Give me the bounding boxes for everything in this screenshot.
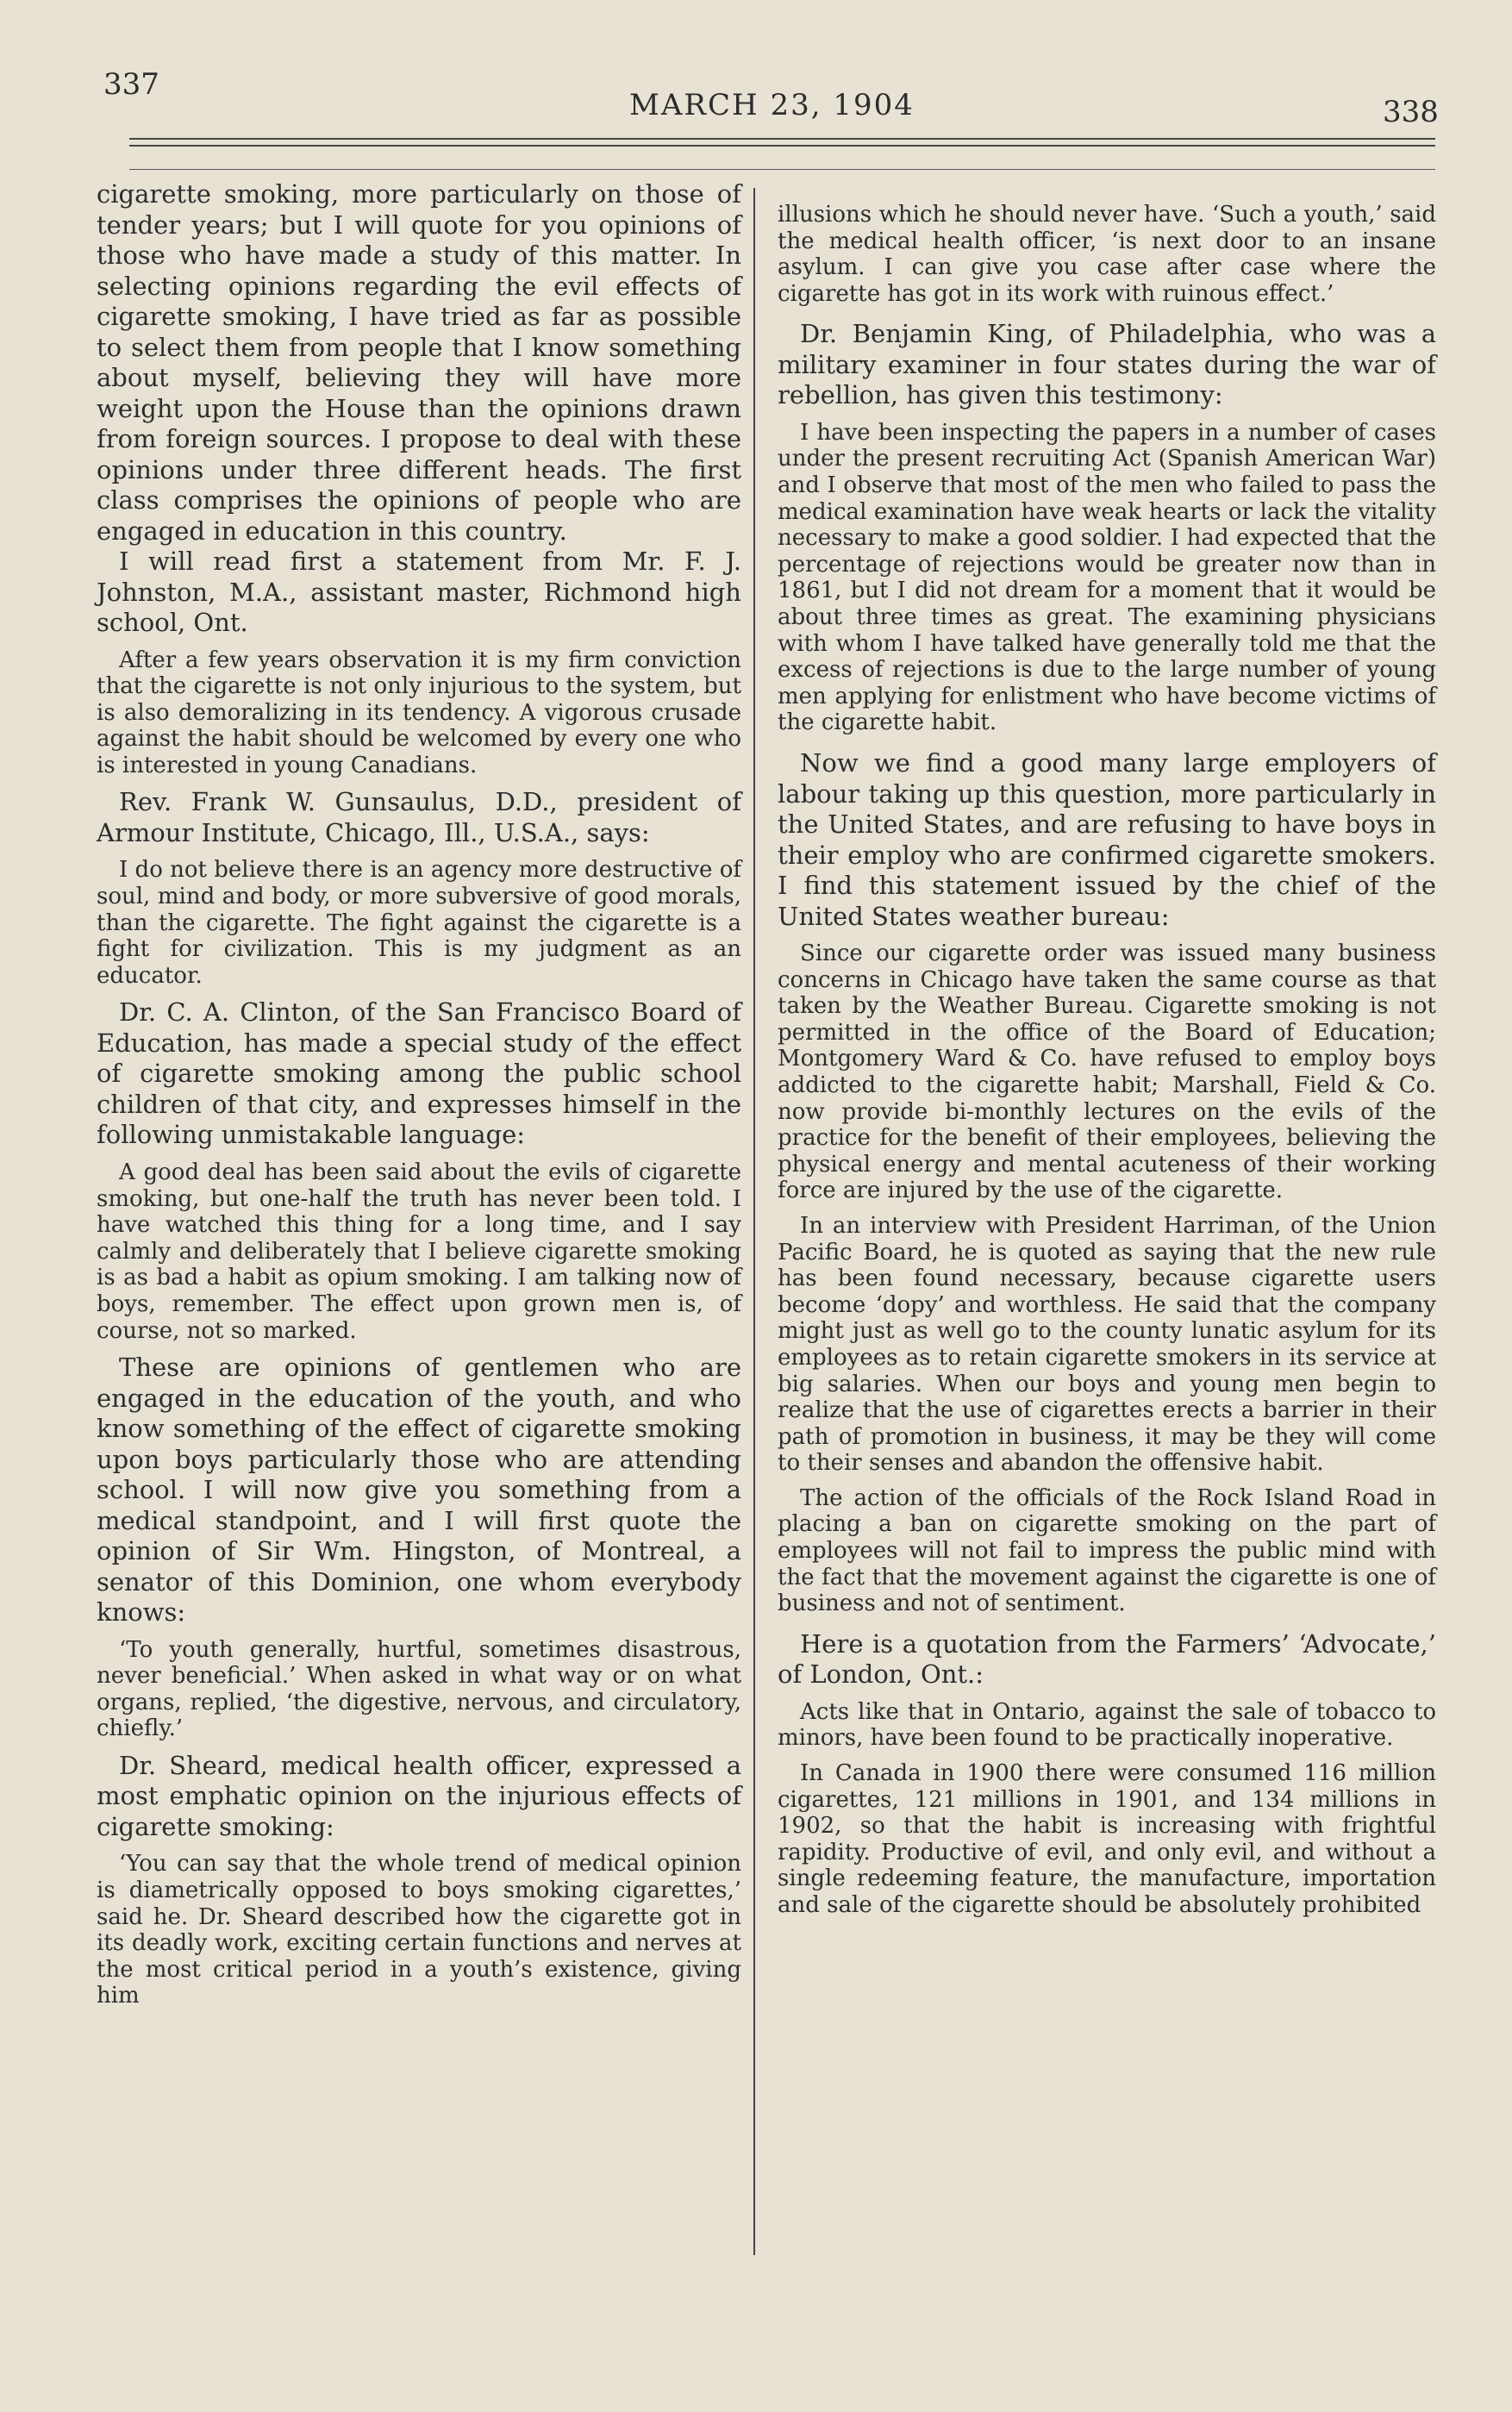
header-rule: [129, 145, 1435, 147]
quotation: A good deal has been said about the evils of cigarette smoking, but one-half the truth has never been told. I have watched this thing for a long time, and I say calmly and deliberately that I believe cigarette smoking is as bad a habit as opium smoking. I am talking now of boys, remember. The effect upon grown men is, of course, not so marked.: [97, 1159, 741, 1344]
paragraph: I will read first a statement from Mr. F. J. Johnston, M.A., assistant master, Richmond high school, Ont.: [97, 547, 741, 637]
left-column: [97, 179, 741, 2018]
quotation: In Canada in 1900 there were consumed 116 million cigarettes, 121 millions in 1901, and 134 millions in 1902, so that the habit is increasing with frightful rapidity. Productive of evil, and only evil, and without a single redeeming feature, the manufacture, importation and sale of the cigarette should be absolutely prohibited: [778, 1760, 1436, 1918]
quotation: ‘To youth generally, hurtful, sometimes disastrous, never beneficial.’ When asked in what way or on what organs, replied, ‘the digestive, nervous, and circulatory, chiefly.’: [97, 1636, 741, 1742]
paragraph: Dr. Sheard, medical health officer, expressed a most emphatic opinion on the injurious effects of cigarette smoking:: [97, 1750, 741, 1841]
paragraph: cigarette smoking, more particularly on those of tender years; but I will quote for you opinions of those who have made a study of this matter. In selecting opinions regarding the evil effects of cigarette smoking, I have tried as far as possible to select them from people that I know something about myself, believing they will have more weight upon the House than the opinions drawn from foreign sources. I propose to deal with these opinions under three different heads. The first class comprises the opinions of people who are engaged in education in this country.: [97, 179, 741, 546]
quotation: I do not believe there is an agency more destructive of soul, mind and body, or more subversive of good morals, than the cigarette. The fight against the cigarette is a fight for civilization. This is my judgment as an educator.: [97, 857, 741, 989]
quotation: Since our cigarette order was issued many business concerns in Chicago have taken the same course as that taken by the Weather Bureau. Cigarette smoking is not permitted in the office of the Board of Education; Montgomery Ward & Co. have refused to employ boys addicted to the cigarette habit; Marshall, Field & Co. now provide bi-monthly lectures on the evils of the practice for the benefit of their employees, believing the physical energy and mental acuteness of their working force are injured by the use of the cigarette.: [778, 940, 1436, 1204]
quotation: I have been inspecting the papers in a number of cases under the present recruiting Act (Spanish American War) and I observe that most of the men who failed to pass the medical examination have weak hearts or lack the vitality necessary to make a good soldier. I had expected that the percentage of rejections would be greater now than in 1861, but I did not dream for a moment that it would be about three times as great. The examining physicians with whom I have talked have generally told me that the excess of rejections is due to the large number of young men applying for enlistment who have become victims of the cigarette habit.: [778, 419, 1436, 736]
quotation: After a few years observation it is my firm conviction that the cigarette is not only injurious to the system, but is also demoralizing in its tendency. A vigorous crusade against the habit should be welcomed by every one who is interested in young Canadians.: [97, 647, 741, 778]
page-number-left: 337: [103, 67, 159, 102]
quotation: The action of the officials of the Rock Island Road in placing a ban on cigarette smoking on the part of employees will not fail to impress the public mind with the fact that the movement against the cigarette is one of business and not of sentiment.: [778, 1484, 1436, 1617]
quotation: Acts like that in Ontario, against the sale of tobacco to minors, have been found to be practically inoperative.: [778, 1698, 1436, 1752]
quotation: In an interview with President Harriman, of the Union Pacific Board, he is quoted as saying that the new rule has been found necessary, because cigarette users become ‘dopy’ and worthless. He said that the company might just as well go to the county lunatic asylum for its employees as to retain cigarette smokers in its service at big salaries. When our boys and young men begin to realize that the use of cigarettes erects a barrier in their path of promotion in business, it may be they will come to their senses and abandon the offensive habit.: [778, 1212, 1436, 1477]
right-column: [778, 179, 1436, 1928]
page-date: MARCH 23, 1904: [629, 88, 915, 122]
paragraph: Rev. Frank W. Gunsaulus, D.D., president of Armour Institute, Chicago, Ill., U.S.A., says:: [97, 787, 741, 847]
header-rule: [129, 169, 1435, 170]
paragraph: Dr. Benjamin King, of Philadelphia, who was a military examiner in four states during the war of rebellion, has given this testimony:: [778, 319, 1436, 410]
quotation: illusions which he should never have. ‘Such a youth,’ said the medical health officer, ‘is next door to an insane asylum. I can give you case after case where the cigarette has got in its work with ruinous effect.’: [778, 202, 1436, 307]
paragraph: Dr. C. A. Clinton, of the San Francisco Board of Education, has made a special study of the effect of cigarette smoking among the public school children of that city, and expresses himself in the following unmistakable language:: [97, 997, 741, 1150]
paragraph: Now we find a good many large employers of labour taking up this question, more particularly in the United States, and are refusing to have boys in their employ who are confirmed cigarette smokers. I find this statement issued by the chief of the United States weather bureau:: [778, 748, 1436, 931]
column-divider: [753, 188, 755, 2255]
paragraph: These are opinions of gentlemen who are engaged in the education of the youth, and who know something of the effect of cigarette smoking upon boys particularly those who are attending school. I will now give you something from a medical standpoint, and I will first quote the opinion of Sir Wm. Hingston, of Montreal, a senator of this Dominion, one whom everybody knows:: [97, 1353, 741, 1628]
header-rule: [129, 138, 1435, 140]
quotation: ‘You can say that the whole trend of medical opinion is diametrically opposed to boys smoking cigarettes,’ said he. Dr. Sheard described how the cigarette got in its deadly work, exciting certain functions and nerves at the most critical period in a youth’s existence, giving him: [97, 1851, 741, 2009]
page-number-right: 338: [1383, 95, 1439, 129]
paragraph: Here is a quotation from the Farmers’ ‘Advocate,’ of London, Ont.:: [778, 1628, 1436, 1690]
